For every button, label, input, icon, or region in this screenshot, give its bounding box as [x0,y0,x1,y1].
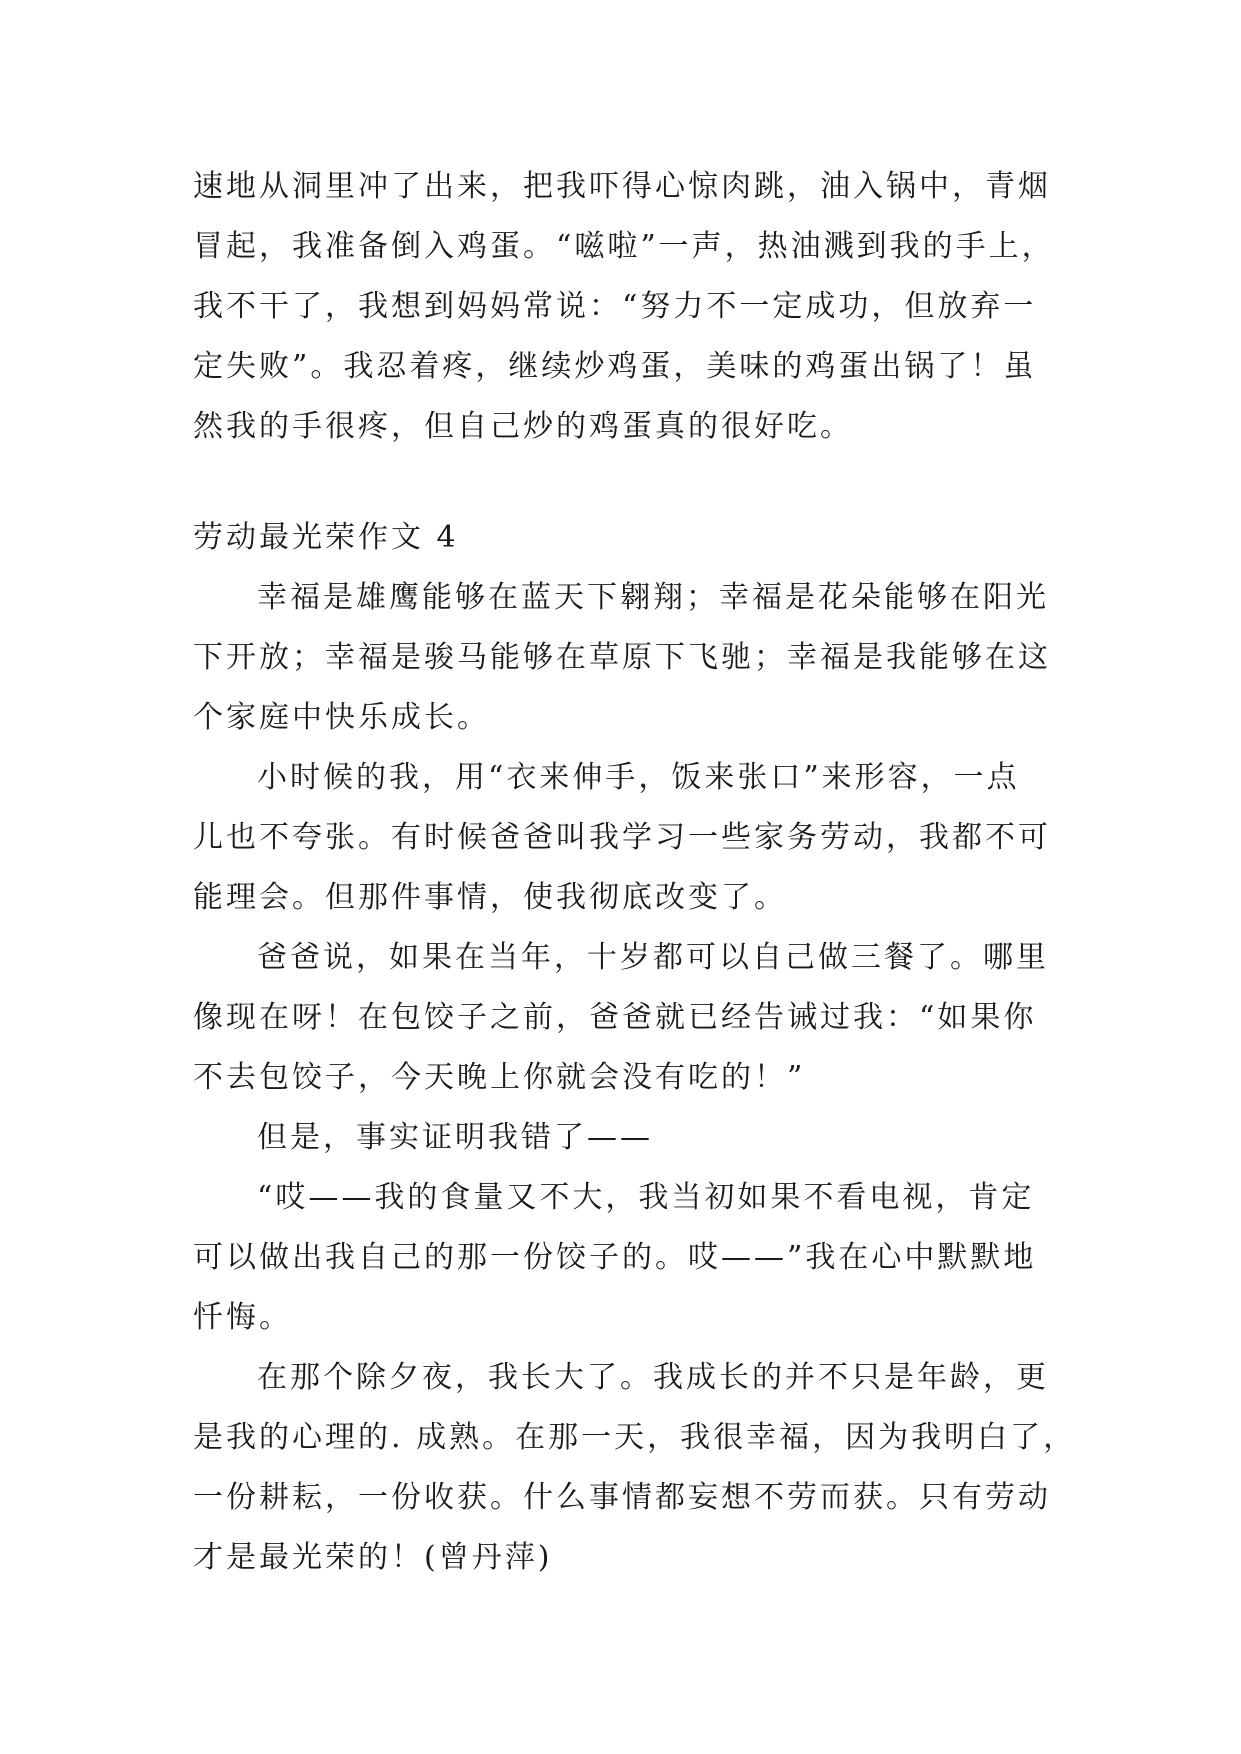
text-line: 是我的心理的. 成熟。在那一天，我很幸福，因为我明白了， [193,1420,1077,1455]
text-line: 但是，事实证明我错了—— [257,1120,653,1155]
text-line: 能理会。但那件事情，使我彻底改变了。 [193,880,787,915]
text-line: 不去包饺子，今天晚上你就会没有吃的！” [193,1060,806,1095]
text-line: 忏悔。 [193,1300,292,1335]
text-line: 然我的手很疼，但自己炒的鸡蛋真的很好吃。 [193,409,853,444]
text-line: 才是最光荣的！(曾丹萍) [193,1540,553,1575]
text-line: 速地从洞里冲了出来，把我吓得心惊肉跳，油入锅中，青烟 [193,169,1051,204]
section-heading [193,508,1063,568]
continuation-paragraph [193,157,1063,457]
text-line: 小时候的我，用“衣来伸手，饭来张口”来形容，一点 [257,760,1020,795]
text-line: 我不干了，我想到妈妈常说：“努力不一定成功，但放弃一 [193,289,1037,324]
text-line: 在那个除夕夜，我长大了。我成长的并不只是年龄，更 [257,1360,1049,1395]
text-line: 冒起，我准备倒入鸡蛋。“嗞啦”一声，热油溅到我的手上， [193,229,1055,264]
text-line: “哎——我的食量又不大，我当初如果不看电视，肯定 [257,1180,1035,1215]
text-line: 定失败”。我忍着疼，继续炒鸡蛋，美味的鸡蛋出锅了！虽 [193,349,1037,384]
text-line: 可以做出我自己的那一份饺子的。哎——”我在心中默默地 [193,1240,1037,1275]
section-title: 劳动最光荣作文 4 [193,520,459,555]
text-line: 像现在呀！在包饺子之前，爸爸就已经告诫过我：“如果你 [193,1000,1037,1035]
text-line: 一份耕耘，一份收获。什么事情都妄想不劳而获。只有劳动 [193,1480,1051,1515]
text-line: 儿也不夸张。有时候爸爸叫我学习一些家务劳动，我都不可 [193,820,1051,855]
text-line: 个家庭中快乐成长。 [193,700,490,735]
essay-body [193,568,1077,1588]
text-line: 幸福是雄鹰能够在蓝天下翱翔；幸福是花朵能够在阳光 [257,580,1049,615]
text-line: 下开放；幸福是骏马能够在草原下飞驰；幸福是我能够在这 [193,640,1051,675]
text-line: 爸爸说，如果在当年，十岁都可以自己做三餐了。哪里 [257,940,1049,975]
